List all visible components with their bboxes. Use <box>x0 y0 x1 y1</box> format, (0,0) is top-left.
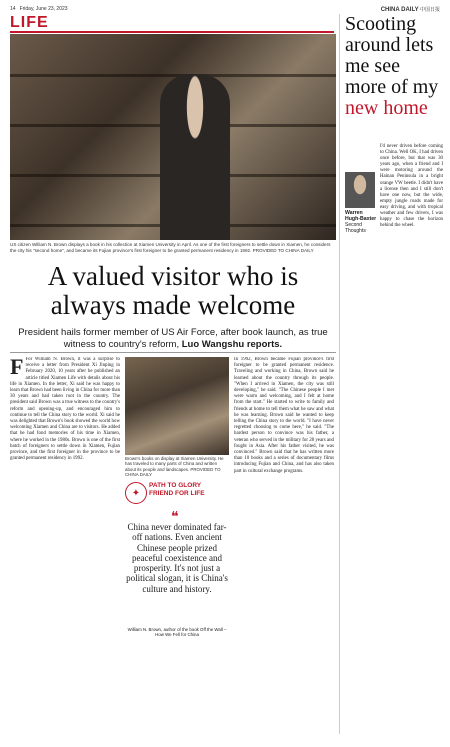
article-column-1 <box>10 357 120 737</box>
masthead-cn: 中国日报 <box>419 6 440 13</box>
subheadline <box>10 327 336 351</box>
sidebar-title: Scooting around lets me see more of my new home <box>345 13 439 119</box>
section-rule <box>10 31 334 33</box>
page-number: 14 <box>10 6 16 12</box>
byline: Luo Wangshu reports. <box>181 339 283 350</box>
main-photo-caption: US citizen William N. Brown displays a book in his collection at Xiamen University in April. As one of the first foreigners to settle down in Xiamen, he considers the city his "second home", and became its Fujian province's first foreigner to be granted permanent residency in 1992. PROVIDED TO CHINA DAILY <box>10 242 331 253</box>
headline-rule <box>10 352 336 353</box>
author-avatar <box>345 172 375 208</box>
section-title: LIFE <box>10 14 49 31</box>
column-1-text: For William N. Brown, it was a surprise to receive a letter from President Xi Jinping in February 2020, 10 years after he published an article titled Xiamen Life with details about his life in Xiamen. In the letter, Xi said he was happy to learn that Brown had been living in China for more than 30 years and had taken root in the country. The president said Brown was a true witness to the country's reform and opening-up, and encouraged him to continue to tell the China story to the world. Xi said he was delighted that Brown's book showed the world how welcoming Xiamen and China are to visitors. He added that he had fond memories of his time in Xiamen, where he worked in the 1980s. Brown is one of the first batch of foreigners to settle down in Xiamen, Fujian province, and the first foreigner in the province to be granted permanent residency in 1992. <box>10 357 120 462</box>
masthead: CHINA DAILY <box>380 6 419 13</box>
author-caption <box>345 210 377 234</box>
column-name: Second Thoughts <box>345 222 366 234</box>
main-photo <box>10 34 336 240</box>
column-divider <box>339 14 340 734</box>
person-figure <box>160 74 230 240</box>
secondary-photo-caption: Brown's books on display at Xiamen University. He has traveled to many parts of China and written about its people and landscapes. PROVIDED TO CHINA DAILY <box>125 456 224 478</box>
pull-quote-attribution: William N. Brown, author of the book Off the Wall – How We Fell for China <box>127 627 227 638</box>
article-column-3: In 1992, Brown became Fujian province's first foreigner to be granted permanent residence. Traveling and working in China, Brown said he learned about the country through its people. "When I arrived in Xiamen, the city was still developing," he said. "The Chinese people I met were warm and welcoming, and I felt at home from the start." He started to write to family and friends at home to tell them what he saw and what he was learning. Brown said he wanted to keep telling the China story to the world. "I have never regretted choosing to come here," he said. "The hardest person to convince was his father, a veteran who served in the military for 28 years and fought in Asia. After his father visited, he was convinced." Brown said that he has written more than 10 books and a series of documentary films introducing Fujian and China, and has also taken part in cultural exchange programs. <box>234 357 334 474</box>
quote-mark-icon: ❝ <box>171 508 179 524</box>
author-name: Warren Hugh-Baxter <box>345 210 377 222</box>
subhead-text: President hails former member of US Air Force, after book launch, as true witness to country's reform, <box>18 327 328 350</box>
sidebar-body: I'd never driven before coming to China. Well OK, I had driven once before, but that was 30 years ago, when a friend and I were motoring around the Hainan Peninsula in a bright orange VW beetle. I didn't have a license then and I still don't have one now, but the wide, empty jungle roads made for easy driving, and with tropical weather and few drivers, I was happy to chase the horizon behind the wheel. <box>380 144 443 229</box>
page-date: Friday, June 23, 2023 <box>19 6 68 12</box>
secondary-photo <box>125 357 229 455</box>
pull-quote-label: PATH TO GLORY FRIEND FOR LIFE <box>149 482 205 497</box>
pull-quote-text: China never dominated far-off nations. Even ancient Chinese people prized peaceful coexistence and prosperity. It's not just a political slogan, it is China's culture and history. <box>126 522 228 594</box>
drop-cap: F <box>10 357 24 379</box>
path-to-glory-logo-icon: ✦ <box>125 482 147 504</box>
headline: A valued visitor who is always made welcome <box>47 261 299 320</box>
